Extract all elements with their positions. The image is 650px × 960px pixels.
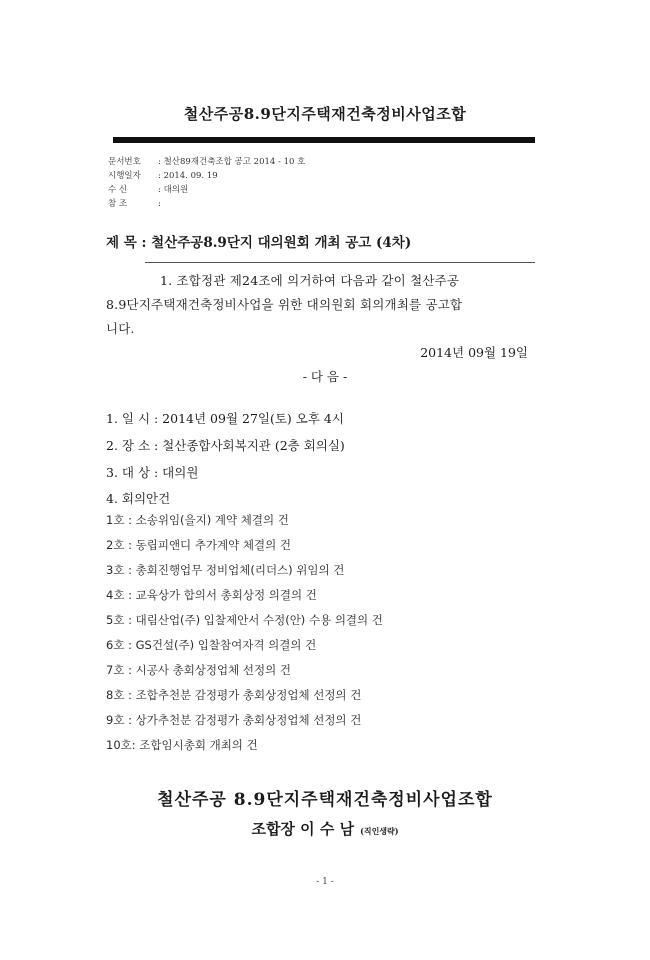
- agenda-item: 2호 : 동립피앤디 추가계약 체결의 건: [106, 538, 291, 552]
- agenda-item: 4호 : 교육상가 합의서 총회상정 의결의 건: [106, 588, 317, 602]
- agenda-item: 8호 : 조합추천분 감정평가 총회상정업체 선정의 건: [106, 688, 362, 702]
- section-heading-dagum: - 다 음 -: [302, 369, 348, 384]
- agenda-item: 1호 : 소송위임(을지) 계약 체결의 건: [106, 513, 289, 527]
- meta-issue-date: [108, 169, 218, 181]
- page-number: - 1 -: [316, 877, 334, 887]
- agenda-item: 9호 : 상가추천분 감정평가 총회상정업체 선정의 건: [106, 713, 362, 727]
- meta-value: : 대의원: [158, 185, 189, 195]
- notice-subject: 제 목 : 철산주공8.9단지 대의원회 개최 공고 (4차): [106, 235, 412, 251]
- agenda-item: 3호 : 총회진행업무 정비업체(리더스) 위임의 건: [106, 563, 345, 577]
- meta-reference: [108, 197, 161, 209]
- meta-key: 문서번호: [108, 157, 141, 167]
- meta-key: 시행일자: [108, 171, 141, 181]
- meta-value: : 철산89재건축조합 공고 2014 - 10 호: [158, 157, 306, 167]
- document-org-title: 철산주공8.9단지주택재건축정비사업조합: [183, 105, 467, 123]
- detail-item-target: 3. 대 상 : 대의원: [106, 465, 199, 480]
- body-line: 1. 조합정관 제24조에 의거하여 다음과 같이 철산주공: [160, 273, 460, 288]
- header-divider-bar: [113, 137, 535, 143]
- body-line: 8.9단지주택재건축정비사업을 위한 대의원회 회의개최를 공고합: [106, 297, 463, 312]
- footer-org-name: 철산주공 8.9단지주택재건축정비사업조합: [157, 790, 493, 810]
- meta-value: :: [158, 199, 161, 209]
- agenda-item: 10호: 조합임시총회 개최의 건: [106, 738, 258, 752]
- agenda-item: 5호 : 대림산업(주) 입찰제안서 수정(안) 수용 의결의 건: [106, 613, 383, 627]
- agenda-item: 6호 : GS건설(주) 입찰참여자격 의결의 건: [106, 638, 317, 652]
- meta-key: 참 조: [108, 199, 128, 209]
- footer-chairman: [0, 818, 650, 839]
- meta-value: : 2014. 09. 19: [158, 171, 218, 181]
- chairman-name: 조합장 이 수 남: [251, 820, 355, 838]
- agenda-item: 7호 : 시공사 총회상정업체 선정의 건: [106, 663, 291, 677]
- notice-date: 2014년 09월 19일: [420, 345, 528, 360]
- detail-item-place: 2. 장 소 : 철산종합사회복지관 (2층 회의실): [106, 438, 345, 453]
- meta-key: 수 신: [108, 185, 128, 195]
- detail-item-datetime: 1. 일 시 : 2014년 09월 27일(토) 오후 4시: [106, 411, 344, 426]
- detail-item-agenda-heading: 4. 회의안건: [106, 491, 171, 506]
- meta-recipient: [108, 183, 188, 195]
- subject-divider-line: [145, 262, 535, 263]
- body-line: 니다.: [106, 321, 135, 336]
- meta-document-number: [108, 155, 305, 167]
- seal-omitted-note: (직인생략): [360, 826, 399, 836]
